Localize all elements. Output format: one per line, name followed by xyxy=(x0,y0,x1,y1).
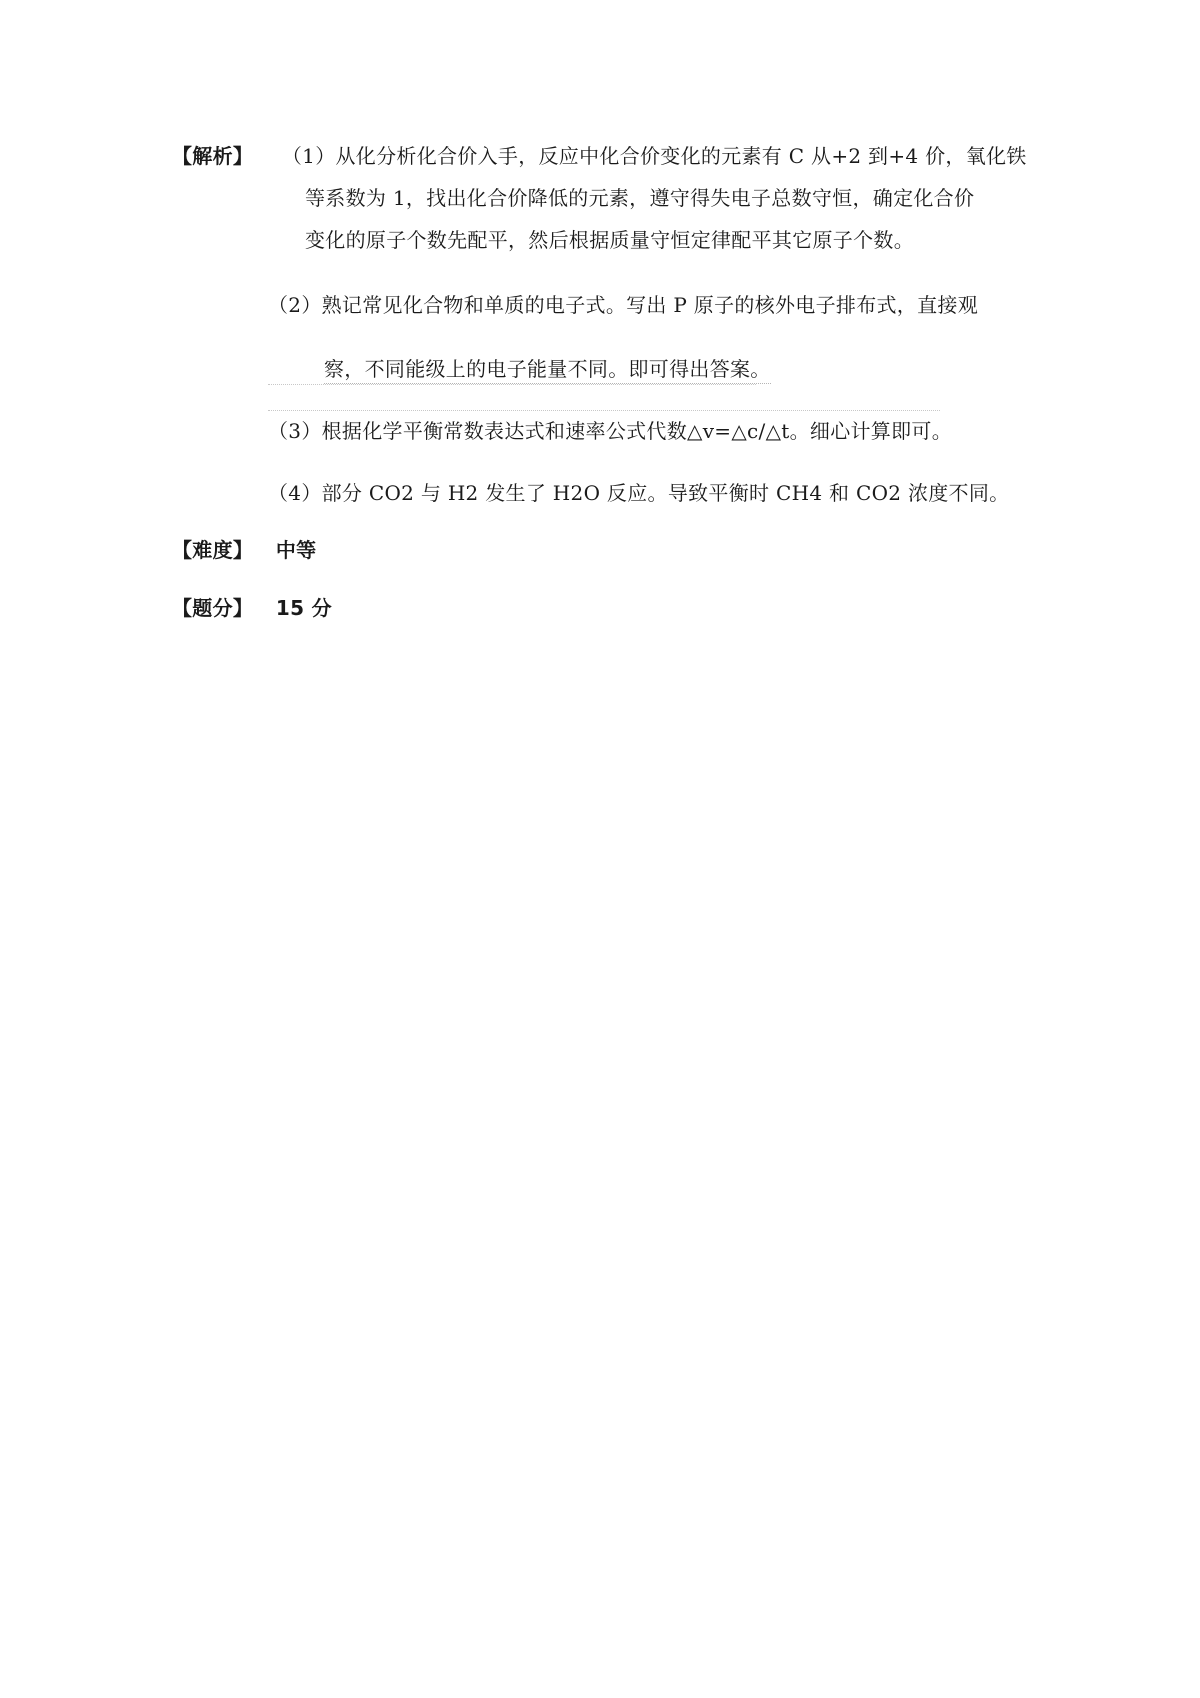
analysis-label: 【解析】 xyxy=(172,144,254,168)
analysis-p4-line1: （4）部分 CO2 与 H2 发生了 H2O 反应。导致平衡时 CH4 和 CO2 浓度不同。 xyxy=(268,481,1010,505)
analysis-p1-line1: （1）从化分析化合价入手，反应中化合价变化的元素有 C 从+2 到+4 价，氧化铁 xyxy=(281,144,1027,168)
analysis-p1-line3: 变化的原子个数先配平，然后根据质量守恒定律配平其它原子个数。 xyxy=(305,228,914,252)
score-row xyxy=(172,594,332,622)
difficulty-label: 【难度】 xyxy=(172,538,254,562)
dotted-guide-1 xyxy=(268,384,756,385)
analysis-row-1 xyxy=(172,142,1027,170)
score-value: 15 分 xyxy=(275,596,332,620)
difficulty-value: 中等 xyxy=(275,538,317,562)
analysis-p1-line2: 等系数为 1，找出化合价降低的元素，遵守得失电子总数守恒，确定化合价 xyxy=(305,186,975,210)
analysis-p2-line1: （2）熟记常见化合物和单质的电子式。写出 P 原子的核外电子排布式，直接观 xyxy=(268,293,978,317)
dotted-guide-2 xyxy=(268,410,940,411)
analysis-p2-line2-text: 察，不同能级上的电子能量不同。即可得出答案。 xyxy=(324,357,771,384)
score-label: 【题分】 xyxy=(172,596,254,620)
analysis-p2-line2 xyxy=(324,355,771,383)
difficulty-row xyxy=(172,536,316,564)
analysis-p3-line1: （3）根据化学平衡常数表达式和速率公式代数△v=△c/△t。细心计算即可。 xyxy=(268,419,952,443)
